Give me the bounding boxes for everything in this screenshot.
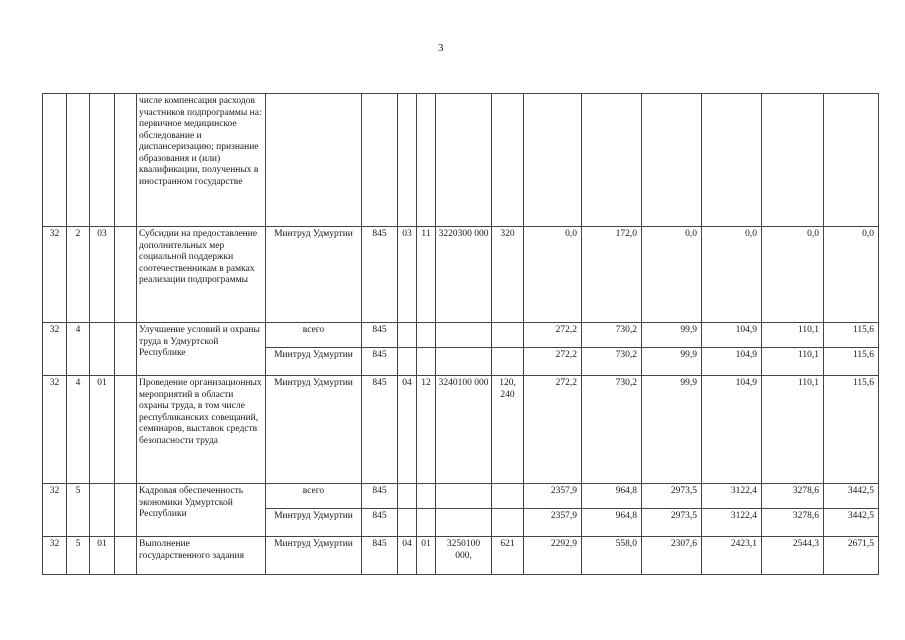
- amount-year-2: [582, 94, 642, 227]
- amount-year-4: 3122,4: [702, 509, 762, 537]
- code-program: 32: [43, 376, 67, 484]
- budget-table-wrapper: [42, 93, 879, 575]
- amount-year-5: 110,1: [762, 323, 824, 348]
- code-subprogram: [67, 94, 90, 227]
- amount-year-2: 558,0: [582, 537, 642, 575]
- code-sub-event: [115, 537, 137, 575]
- table-row: [43, 484, 879, 509]
- amount-year-1: 0,0: [524, 227, 582, 323]
- code-subprogram: 4: [67, 376, 90, 484]
- amount-year-4: 3122,4: [702, 484, 762, 509]
- amount-year-1: [524, 94, 582, 227]
- budget-table: [42, 93, 879, 575]
- table-row: [43, 227, 879, 323]
- table-row: [43, 323, 879, 348]
- executor: Минтруд Удмуртии: [266, 509, 362, 537]
- amount-year-6: 0,0: [824, 227, 879, 323]
- code-program: 32: [43, 484, 67, 537]
- code-program: [43, 94, 67, 227]
- amount-year-6: [824, 94, 879, 227]
- executor: всего: [266, 323, 362, 348]
- csr-code: [436, 348, 492, 376]
- pr-code: [417, 94, 436, 227]
- pr-code: [417, 348, 436, 376]
- amount-year-2: 730,2: [582, 323, 642, 348]
- amount-year-2: 964,8: [582, 509, 642, 537]
- vr-code: [492, 94, 524, 227]
- pr-code: 12: [417, 376, 436, 484]
- code-event: [90, 94, 115, 227]
- amount-year-1: 272,2: [524, 323, 582, 348]
- amount-year-3: 0,0: [642, 227, 702, 323]
- code-program: 32: [43, 323, 67, 376]
- rz-code: [398, 94, 417, 227]
- amount-year-1: 272,2: [524, 348, 582, 376]
- amount-year-5: 2544,3: [762, 537, 824, 575]
- row-name: Улучшение условий и охраны труда в Удмуртской Республике: [137, 323, 266, 376]
- amount-year-6: 115,6: [824, 323, 879, 348]
- row-name: Субсидии на предоставление дополнительных мер социальной поддержки соотечественникам в рамках реализации подпрограммы: [137, 227, 266, 323]
- page-number: 3: [438, 42, 444, 54]
- csr-code: 3240100 000: [436, 376, 492, 484]
- amount-year-3: 99,9: [642, 348, 702, 376]
- row-name: Кадровая обеспеченность экономики Удмуртской Республики: [137, 484, 266, 537]
- code-sub-event: [115, 323, 137, 376]
- amount-year-3: 2973,5: [642, 509, 702, 537]
- executor: Минтруд Удмуртии: [266, 376, 362, 484]
- code-event: [90, 323, 115, 376]
- code-subprogram: 5: [67, 484, 90, 537]
- amount-year-4: 104,9: [702, 323, 762, 348]
- amount-year-6: 115,6: [824, 348, 879, 376]
- amount-year-3: 2307,6: [642, 537, 702, 575]
- code-sub-event: [115, 94, 137, 227]
- table-row: [43, 94, 879, 227]
- vr-code: [492, 484, 524, 509]
- csr-code: [436, 509, 492, 537]
- rz-code: [398, 323, 417, 348]
- grbs-code: 845: [362, 376, 398, 484]
- amount-year-3: 99,9: [642, 323, 702, 348]
- vr-code: 120, 240: [492, 376, 524, 484]
- amount-year-5: [762, 94, 824, 227]
- amount-year-4: 104,9: [702, 376, 762, 484]
- code-subprogram: 4: [67, 323, 90, 376]
- amount-year-1: 2357,9: [524, 484, 582, 509]
- amount-year-1: 2292,9: [524, 537, 582, 575]
- vr-code: 320: [492, 227, 524, 323]
- amount-year-5: 110,1: [762, 348, 824, 376]
- amount-year-5: 0,0: [762, 227, 824, 323]
- pr-code: 01: [417, 537, 436, 575]
- code-event: 01: [90, 376, 115, 484]
- executor: Минтруд Удмуртии: [266, 227, 362, 323]
- amount-year-6: 2671,5: [824, 537, 879, 575]
- csr-code: 3250100 000,: [436, 537, 492, 575]
- row-name: числе компенсация расходов участников подпрограммы на: первичное медицинское обследование и диспансеризацию; признание образования и (или) квалификации, полученных в иностранном государстве: [137, 94, 266, 227]
- table-body: [43, 94, 879, 575]
- rz-code: 03: [398, 227, 417, 323]
- pr-code: [417, 484, 436, 509]
- code-subprogram: 5: [67, 537, 90, 575]
- grbs-code: 845: [362, 227, 398, 323]
- amount-year-6: 3442,5: [824, 509, 879, 537]
- amount-year-6: 3442,5: [824, 484, 879, 509]
- amount-year-5: 110,1: [762, 376, 824, 484]
- amount-year-4: 2423,1: [702, 537, 762, 575]
- amount-year-3: 2973,5: [642, 484, 702, 509]
- pr-code: [417, 509, 436, 537]
- csr-code: [436, 323, 492, 348]
- csr-code: 3220300 000: [436, 227, 492, 323]
- table-row: [43, 537, 879, 575]
- grbs-code: 845: [362, 348, 398, 376]
- code-sub-event: [115, 484, 137, 537]
- amount-year-4: [702, 94, 762, 227]
- code-event: 03: [90, 227, 115, 323]
- amount-year-6: 115,6: [824, 376, 879, 484]
- code-sub-event: [115, 227, 137, 323]
- executor: [266, 94, 362, 227]
- amount-year-3: 99,9: [642, 376, 702, 484]
- amount-year-2: 964,8: [582, 484, 642, 509]
- amount-year-1: 2357,9: [524, 509, 582, 537]
- amount-year-5: 3278,6: [762, 484, 824, 509]
- amount-year-5: 3278,6: [762, 509, 824, 537]
- rz-code: [398, 484, 417, 509]
- vr-code: 621: [492, 537, 524, 575]
- pr-code: 11: [417, 227, 436, 323]
- executor: всего: [266, 484, 362, 509]
- executor: Минтруд Удмуртии: [266, 537, 362, 575]
- vr-code: [492, 323, 524, 348]
- grbs-code: [362, 94, 398, 227]
- amount-year-3: [642, 94, 702, 227]
- rz-code: 04: [398, 537, 417, 575]
- executor: Минтруд Удмуртии: [266, 348, 362, 376]
- rz-code: [398, 509, 417, 537]
- rz-code: [398, 348, 417, 376]
- amount-year-2: 172,0: [582, 227, 642, 323]
- amount-year-4: 104,9: [702, 348, 762, 376]
- pr-code: [417, 323, 436, 348]
- code-subprogram: 2: [67, 227, 90, 323]
- grbs-code: 845: [362, 323, 398, 348]
- amount-year-4: 0,0: [702, 227, 762, 323]
- table-row: [43, 376, 879, 484]
- csr-code: [436, 94, 492, 227]
- grbs-code: 845: [362, 509, 398, 537]
- vr-code: [492, 348, 524, 376]
- code-sub-event: [115, 376, 137, 484]
- amount-year-2: 730,2: [582, 376, 642, 484]
- grbs-code: 845: [362, 537, 398, 575]
- code-program: 32: [43, 537, 67, 575]
- row-name: Проведение организационных мероприятий в области охраны труда, в том числе республиканских совещаний, семинаров, выставок средств безопасности труда: [137, 376, 266, 484]
- code-event: 01: [90, 537, 115, 575]
- vr-code: [492, 509, 524, 537]
- row-name: Выполнение государственного задания: [137, 537, 266, 575]
- amount-year-1: 272,2: [524, 376, 582, 484]
- code-program: 32: [43, 227, 67, 323]
- csr-code: [436, 484, 492, 509]
- rz-code: 04: [398, 376, 417, 484]
- code-event: [90, 484, 115, 537]
- grbs-code: 845: [362, 484, 398, 509]
- amount-year-2: 730,2: [582, 348, 642, 376]
